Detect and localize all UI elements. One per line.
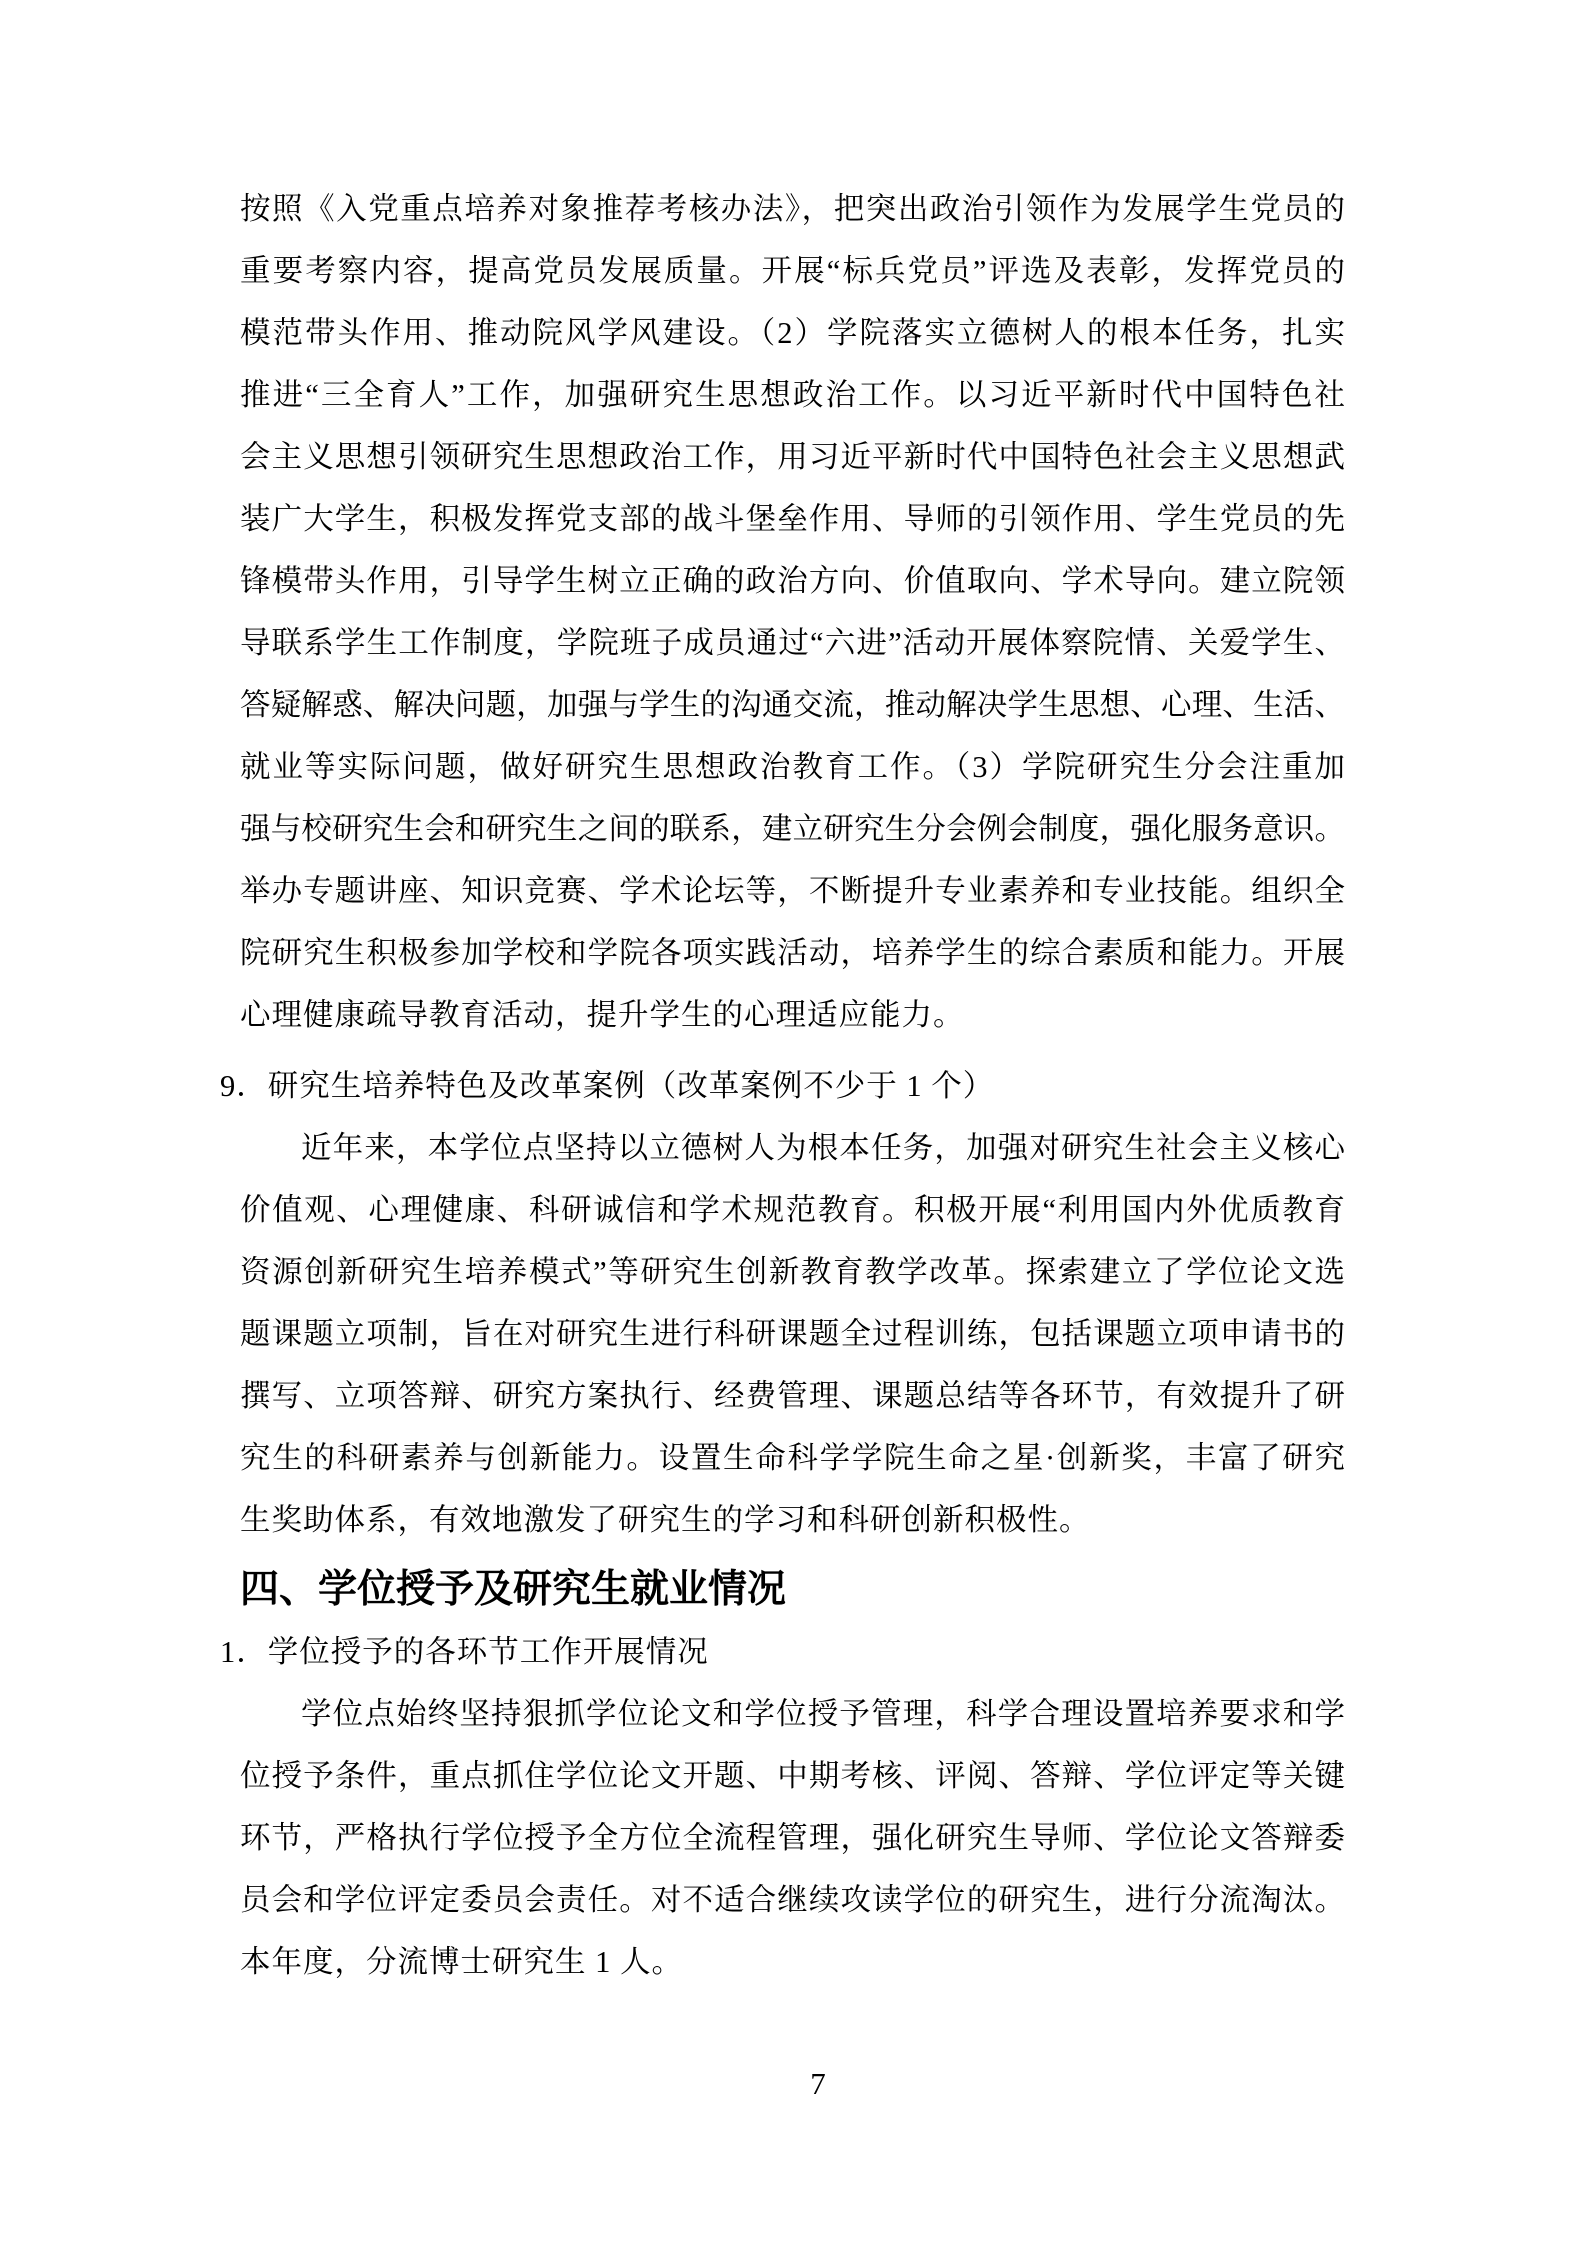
paragraph-line: 本年度，分流博士研究生 1 人。 xyxy=(240,1945,683,1979)
page-number: 7 xyxy=(810,2066,826,2101)
paragraph-line: 价值观、心理健康、科研诚信和学术规范教育。积极开展“利用国内外优质教育 xyxy=(240,1193,1345,1227)
paragraph-line: 就业等实际问题，做好研究生思想政治教育工作。（3）学院研究生分会注重加 xyxy=(240,750,1345,784)
paragraph-line: 环节，严格执行学位授予全方位全流程管理，强化研究生导师、学位论文答辩委 xyxy=(240,1821,1345,1855)
paragraph-line: 撰写、立项答辩、研究方案执行、经费管理、课题总结等各环节，有效提升了研 xyxy=(240,1379,1345,1413)
paragraph-line: 按照《入党重点培养对象推荐考核办法》，把突出政治引领作为发展学生党员的 xyxy=(240,192,1345,226)
paragraph-line: 会主义思想引领研究生思想政治工作，用习近平新时代中国特色社会主义思想武 xyxy=(240,440,1345,474)
paragraph-line: 导联系学生工作制度，学院班子成员通过“六进”活动开展体察院情、关爱学生、 xyxy=(240,626,1345,660)
section-heading: 四、学位授予及研究生就业情况 xyxy=(240,1568,787,1611)
numbered-item: 1．学位授予的各环节工作开展情况 xyxy=(220,1635,709,1669)
numbered-item: 9．研究生培养特色及改革案例（改革案例不少于 1 个） xyxy=(220,1069,995,1103)
paragraph-line: 近年来，本学位点坚持以立德树人为根本任务，加强对研究生社会主义核心 xyxy=(301,1131,1345,1165)
paragraph-line: 锋模带头作用，引导学生树立正确的政治方向、价值取向、学术导向。建立院领 xyxy=(240,564,1345,598)
paragraph-line: 强与校研究生会和研究生之间的联系，建立研究生分会例会制度，强化服务意识。 xyxy=(240,812,1345,846)
paragraph-line: 举办专题讲座、知识竞赛、学术论坛等，不断提升专业素养和专业技能。组织全 xyxy=(240,874,1345,908)
paragraph-line: 资源创新研究生培养模式”等研究生创新教育教学改革。探索建立了学位论文选 xyxy=(240,1255,1345,1289)
paragraph-line: 答疑解惑、解决问题，加强与学生的沟通交流，推动解决学生思想、心理、生活、 xyxy=(240,688,1345,722)
paragraph-line: 装广大学生，积极发挥党支部的战斗堡垒作用、导师的引领作用、学生党员的先 xyxy=(240,502,1345,536)
document-body xyxy=(220,178,1345,1993)
paragraph-line: 员会和学位评定委员会责任。对不适合继续攻读学位的研究生，进行分流淘汰。 xyxy=(240,1883,1345,1917)
paragraph-line: 究生的科研素养与创新能力。设置生命科学学院生命之星·创新奖，丰富了研究 xyxy=(240,1441,1345,1475)
paragraph-line: 推进“三全育人”工作，加强研究生思想政治工作。以习近平新时代中国特色社 xyxy=(240,378,1345,412)
paragraph-line: 院研究生积极参加学校和学院各项实践活动，培养学生的综合素质和能力。开展 xyxy=(240,936,1345,970)
paragraph-line: 学位点始终坚持狠抓学位论文和学位授予管理，科学合理设置培养要求和学 xyxy=(301,1697,1345,1731)
paragraph-line: 位授予条件，重点抓住学位论文开题、中期考核、评阅、答辩、学位评定等关键 xyxy=(240,1759,1345,1793)
paragraph-line: 重要考察内容，提高党员发展质量。开展“标兵党员”评选及表彰，发挥党员的 xyxy=(240,254,1345,288)
paragraph-line: 心理健康疏导教育活动，提升学生的心理适应能力。 xyxy=(240,998,965,1032)
paragraph-line: 模范带头作用、推动院风学风建设。（2）学院落实立德树人的根本任务，扎实 xyxy=(240,316,1345,350)
paragraph-line: 生奖助体系，有效地激发了研究生的学习和科研创新积极性。 xyxy=(240,1503,1091,1537)
paragraph-line: 题课题立项制，旨在对研究生进行科研课题全过程训练，包括课题立项申请书的 xyxy=(240,1317,1345,1351)
